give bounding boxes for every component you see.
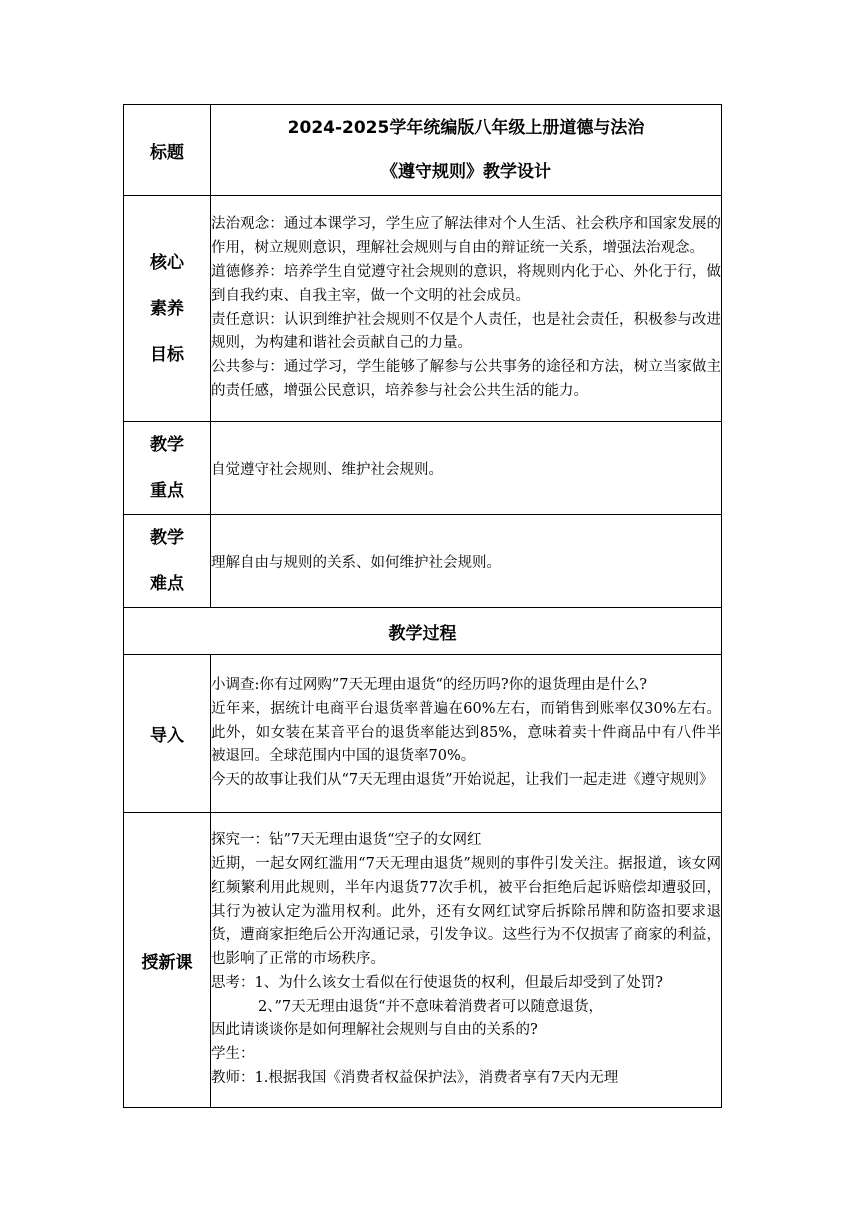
title-row [124,105,722,196]
key-points-text: 自觉遵守社会规则、维护社会规则。 [211,422,722,515]
title-line-1: 2024-2025学年统编版八年级上册道德与法治 [287,118,645,138]
core-paragraph-law: 法治观念：通过本课学习，学生应了解法律对个人生活、社会秩序和国家发展的作用，树立规则意识，理解社会规则与自由的辩证统一关系，增强法治观念。 [211,216,721,257]
key-points-row [124,422,722,515]
core-literacy-row [124,196,722,422]
title-line-2: 《遵守规则》教学设计 [381,162,551,182]
process-heading-row [124,608,722,655]
title-label: 标题 [124,105,211,196]
lesson-plan-table [123,104,722,1108]
core-label-line: 素养 [150,298,184,319]
core-label-line: 核心 [150,252,184,273]
difficulty-label-line: 教学 [150,528,184,548]
core-paragraph-responsibility: 责任意识：认识到维护社会规则不仅是个人责任，也是社会责任，积极参与改进规则，为构建和谐社会贡献自己的力量。 [211,311,721,352]
new-lesson-paragraph: 思考：1、为什么该女士看似在行使退货的权利，但最后却受到了处罚? [211,974,663,991]
intro-paragraph: 今天的故事让我们从“7天无理由退货”开始说起，让我们一起走进《遵守规则》 [211,772,714,789]
core-label-line: 目标 [150,344,184,365]
difficulties-text: 理解自由与规则的关系、如何维护社会规则。 [211,515,722,608]
new-lesson-content [211,813,722,1108]
new-lesson-paragraph: 教师：1.根据我国《消费者权益保护法》，消费者享有7天内无理 [211,1070,619,1087]
key-points-label [124,422,211,515]
intro-label: 导入 [124,655,211,813]
process-heading: 教学过程 [124,608,722,655]
core-paragraph-moral: 道德修养：培养学生自觉遵守社会规则的意识，将规则内化于心、外化于行，做到自我约束、自我主宰，做一个文明的社会成员。 [211,263,721,304]
new-lesson-paragraph: 探究一：钻”7天无理由退货“空子的女网红 [211,832,482,849]
intro-paragraph: 小调查:你有过网购”7天无理由退货“的经历吗?你的退货理由是什么? [211,677,647,693]
difficulty-label-line: 难点 [150,574,184,594]
new-lesson-label: 授新课 [124,813,211,1108]
new-lesson-paragraph: 因此请谈谈你是如何理解社会规则与自由的关系的? [211,1022,538,1039]
difficulties-label [124,515,211,608]
intro-paragraph: 近年来，据统计电商平台退货率普遍在60%左右，而销售到账率仅30%左右。此外，如女装在某音平台的退货率能达到85%，意味着卖十件商品中有八件半被退回。全球范围内中国的退货率70%。 [211,700,721,765]
core-paragraph-participation: 公共参与：通过学习，学生能够了解参与公共事务的途径和方法，树立当家做主的责任感，增强公民意识，培养参与社会公共生活的能力。 [211,359,721,399]
core-literacy-label [124,196,211,422]
new-lesson-row [124,813,722,1108]
intro-content [211,655,722,813]
new-lesson-paragraph: 学生： [211,1046,255,1063]
new-lesson-question-2: 2、”7天无理由退货“并不意味着消费者可以随意退货， [258,998,604,1015]
core-literacy-content [211,196,722,422]
key-label-line: 教学 [150,435,184,455]
new-lesson-paragraph: 近期，一起女网红滥用“7天无理由退货”规则的事件引发关注。据报道，该女网红频繁利用此规则，半年内退货77次手机，被平台拒绝后起诉赔偿却遭驳回，其行为被认定为滥用权利。此外，还有女网红试穿后拆除吊牌和防盗扣要求退货，遭商家拒绝后公开沟通记录，引发争议。这些行为不仅损害了商家的利益，也影响了正常的市场秩序。 [211,855,721,968]
key-label-line: 重点 [150,481,184,501]
intro-row [124,655,722,813]
page-title [211,105,722,196]
difficulties-row [124,515,722,608]
